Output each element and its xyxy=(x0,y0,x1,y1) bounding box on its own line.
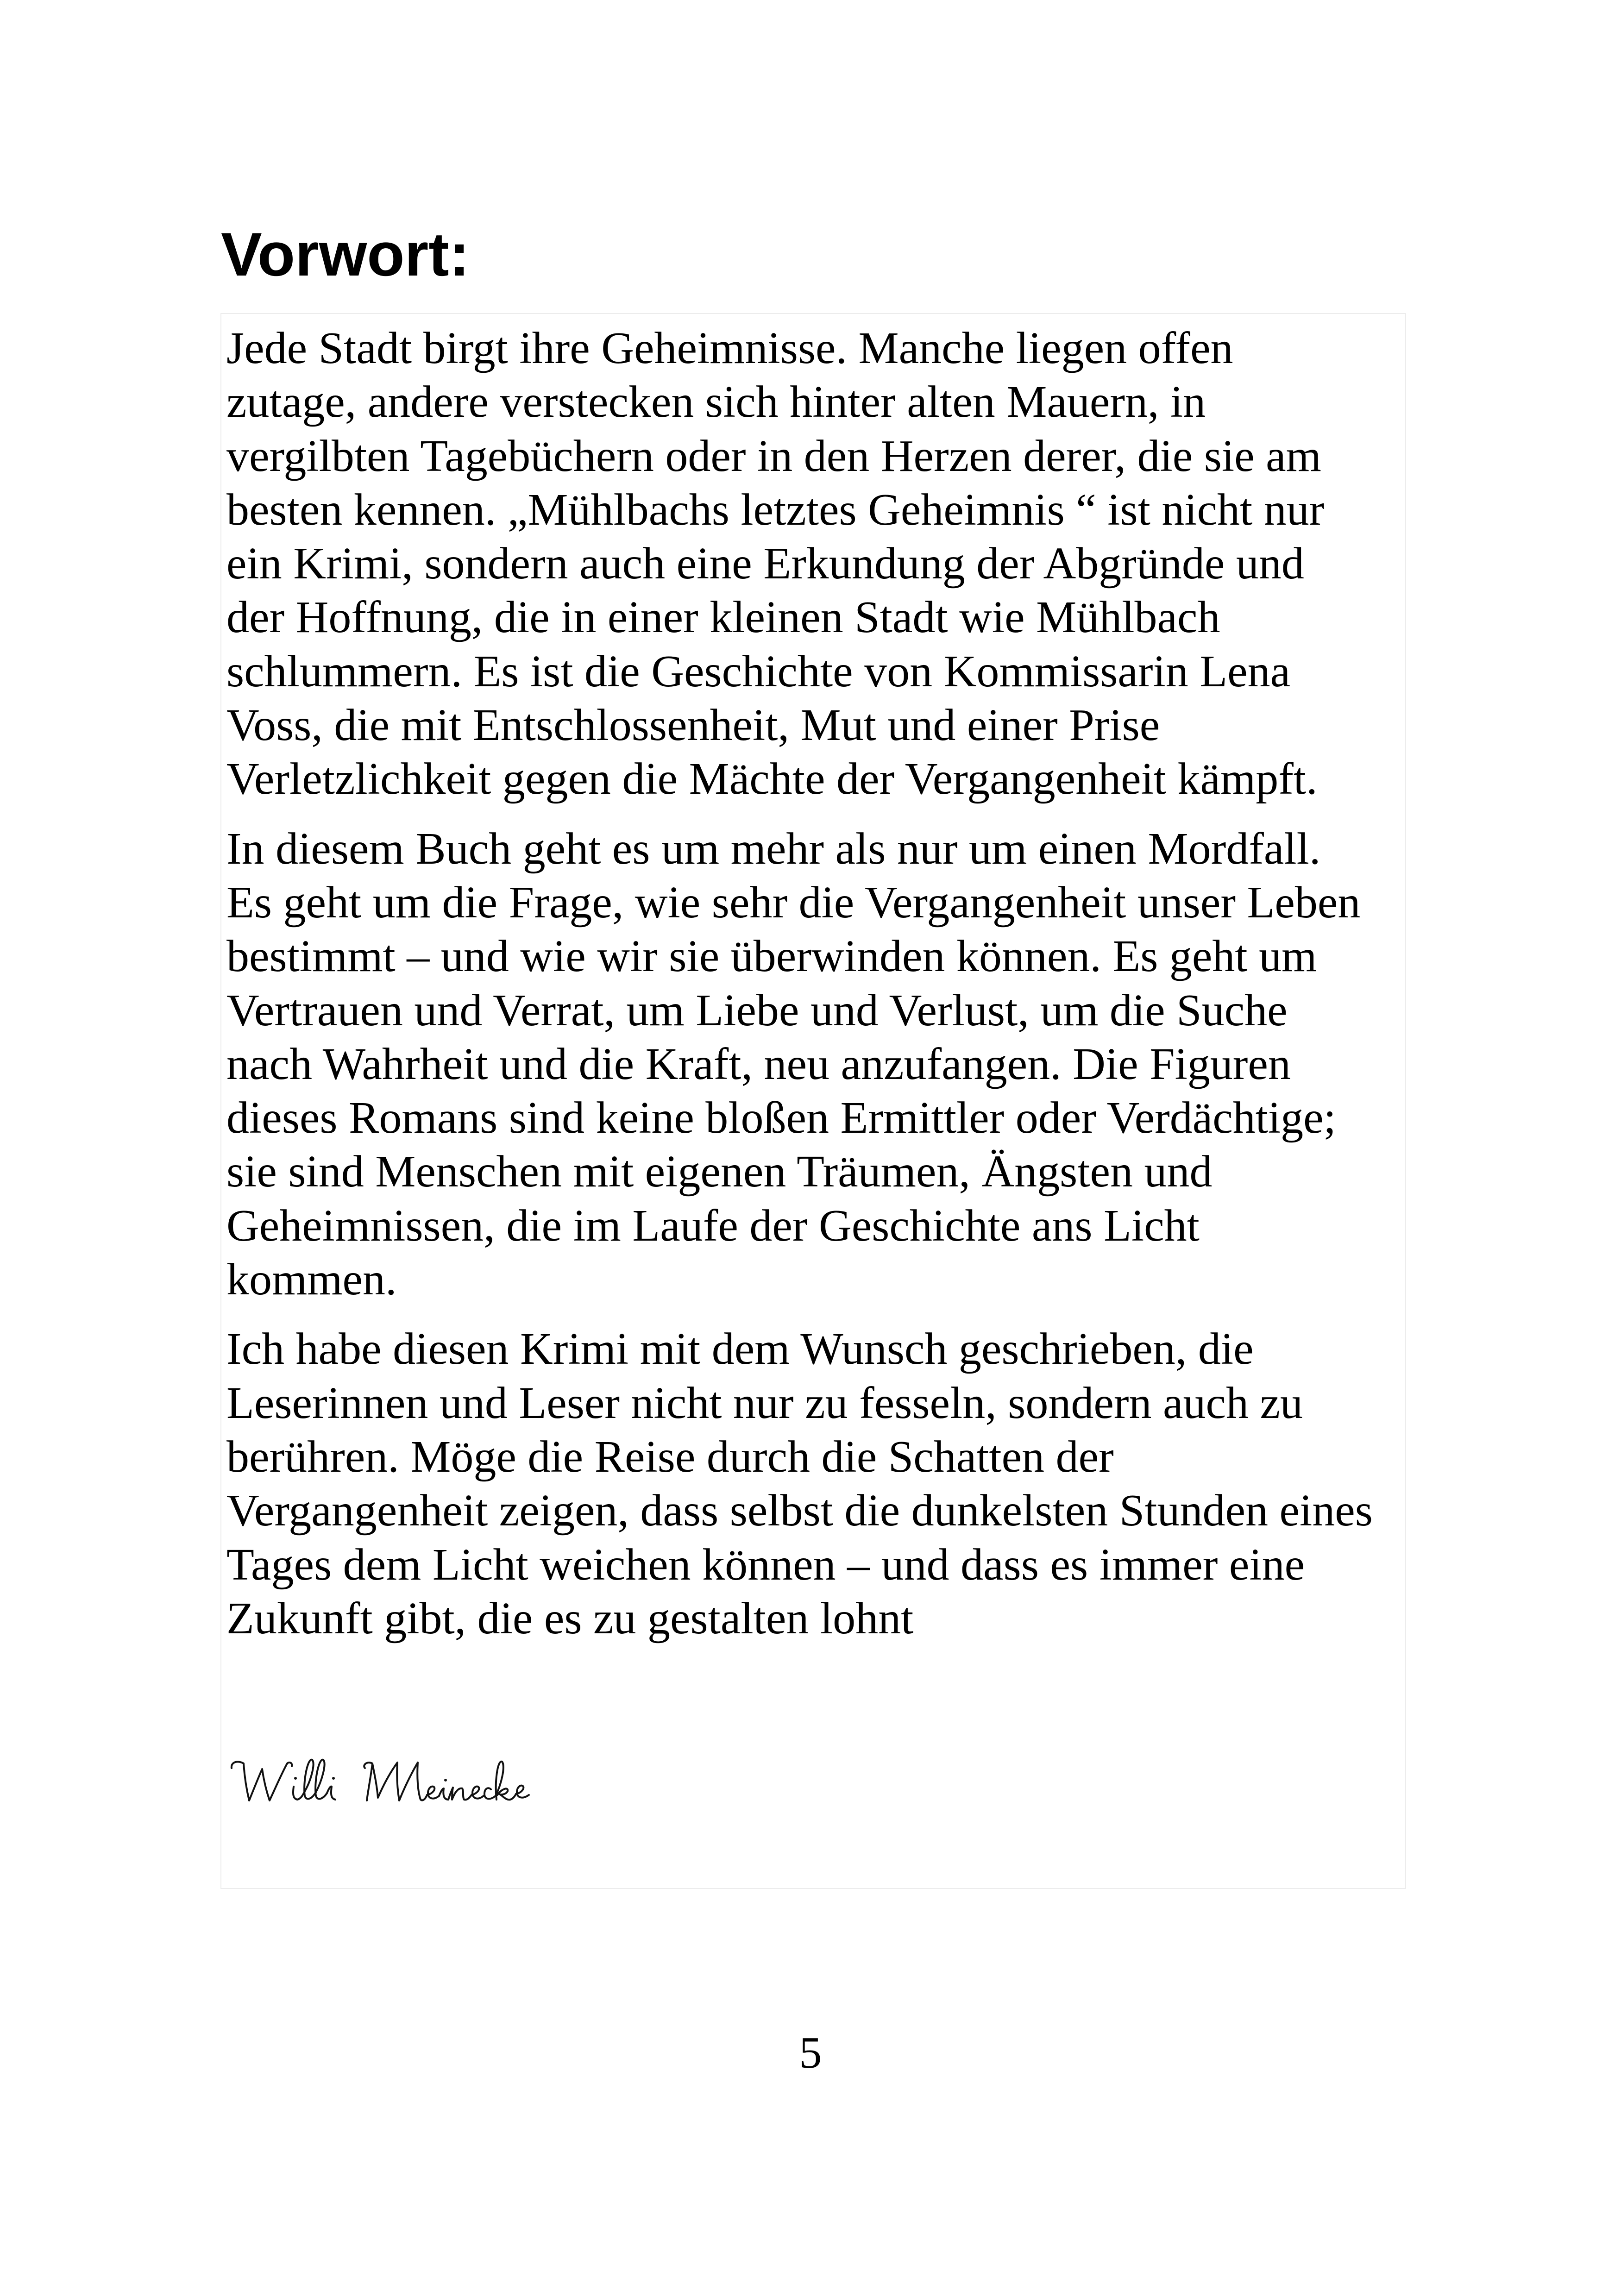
handwritten-signature xyxy=(228,1750,552,1819)
text-line: Tages dem Licht weichen können – und dass es immer eine xyxy=(226,1539,1305,1590)
text-line: dieses Romans sind keine bloßen Ermittler oder Verdächtige; xyxy=(226,1093,1336,1143)
foreword-body xyxy=(226,321,1412,1661)
text-line: Es geht um die Frage, wie sehr die Vergangenheit unser Leben xyxy=(226,877,1361,928)
text-line: bestimmt – und wie wir sie überwinden können. Es geht um xyxy=(226,931,1317,982)
text-line: Leserinnen und Leser nicht nur zu fesseln, sondern auch zu xyxy=(226,1378,1303,1428)
text-line: Jede Stadt birgt ihre Geheimnisse. Manche liegen offen xyxy=(226,323,1233,373)
text-line: Vergangenheit zeigen, dass selbst die dunkelsten Stunden eines xyxy=(226,1486,1373,1536)
text-line: berühren. Möge die Reise durch die Schatten der xyxy=(226,1431,1114,1482)
text-line: Voss, die mit Entschlossenheit, Mut und einer Prise xyxy=(226,700,1160,751)
text-line: Geheimnissen, die im Laufe der Geschichte ans Licht xyxy=(226,1200,1200,1251)
text-line: Zukunft gibt, die es zu gestalten lohnt xyxy=(226,1593,914,1644)
paragraph xyxy=(226,1322,1412,1645)
text-line: vergilbten Tagebüchern oder in den Herzen derer, die sie am xyxy=(226,431,1321,481)
text-line: ein Krimi, sondern auch eine Erkundung der Abgründe und xyxy=(226,539,1304,589)
text-line: nach Wahrheit und die Kraft, neu anzufangen. Die Figuren xyxy=(226,1039,1291,1089)
paragraph xyxy=(226,321,1412,806)
page-title: Vorwort: xyxy=(221,220,470,289)
text-line: schlummern. Es ist die Geschichte von Kommissarin Lena xyxy=(226,646,1291,696)
text-line: Vertrauen und Verrat, um Liebe und Verlust, um die Suche xyxy=(226,985,1288,1035)
text-line: Ich habe diesen Krimi mit dem Wunsch geschrieben, die xyxy=(226,1324,1254,1374)
text-line: Verletzlichkeit gegen die Mächte der Vergangenheit kämpft. xyxy=(226,754,1318,804)
text-line: sie sind Menschen mit eigenen Träumen, Ängsten und xyxy=(226,1147,1213,1197)
page-number: 5 xyxy=(799,2028,822,2078)
text-line: der Hoffnung, die in einer kleinen Stadt wie Mühlbach xyxy=(226,592,1220,643)
paragraph xyxy=(226,822,1412,1307)
text-line: zutage, andere verstecken sich hinter alten Mauern, in xyxy=(226,377,1206,427)
text-line: kommen. xyxy=(226,1255,397,1305)
text-line: besten kennen. „Mühlbachs letztes Geheimnis “ ist nicht nur xyxy=(226,484,1325,535)
text-line: In diesem Buch geht es um mehr als nur um einen Mordfall. xyxy=(226,823,1321,874)
